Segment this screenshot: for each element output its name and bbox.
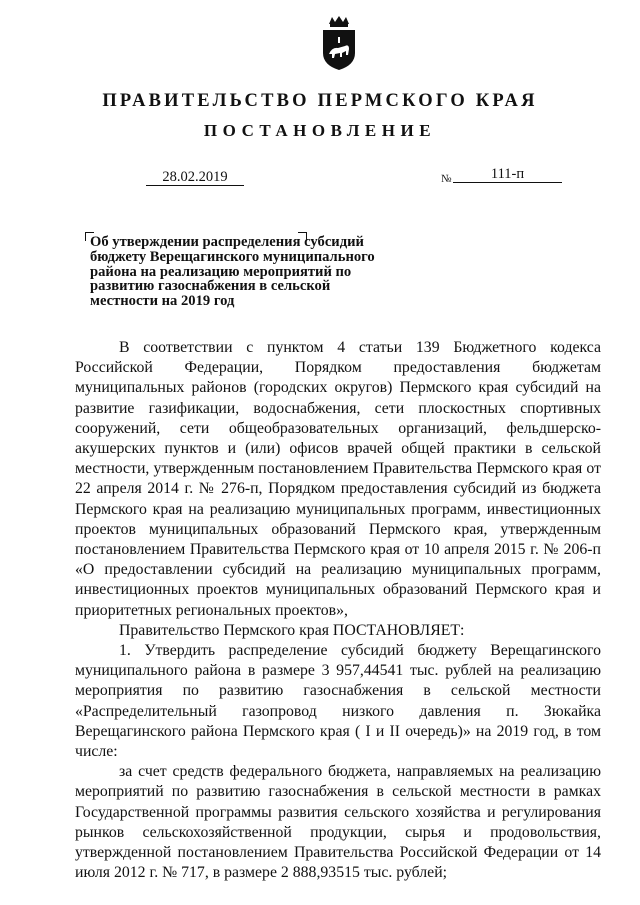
number-sign: № <box>441 173 452 185</box>
federal-funding-paragraph: за счет средств федерального бюджета, направляемых на реализацию мероприятий по развитию газоснабжения в сельской местности в рамках Государственной программы развития сельского хозяйства и регулирования рынков сельскохозяйственной продукции, сырья и продовольствия, утвержденной постановлением Правительства Российской Федерации от 14 июля 2012 г. № 717, в размере 2 888,93515 тыс. рублей; <box>75 763 601 882</box>
document-body <box>75 338 601 883</box>
item-1-paragraph: 1. Утвердить распределение субсидий бюджету Верещагинского муниципального района в размере 3 957,44541 тыс. рублей на реализацию мероприятия по развитию газоснабжения в сельской местности «Распределительный газопровод низкого давления п. Зюкайка Верещагинского района Пермского края ( I и II очередь)» на 2019 год, в том числе: <box>75 642 601 761</box>
document-type: ПОСТАНОВЛЕНИЕ <box>203 121 437 140</box>
document-date: 28.02.2019 <box>146 169 244 186</box>
document-number: 111-п <box>453 166 562 183</box>
preamble-paragraph: В соответствии с пунктом 4 статьи 139 Бюджетного кодекса Российской Федерации, Порядком предоставления бюджетам муниципальных районов (городских округов) Пермского края субсидий на развитие газификации, водоснабжения, сети плоскостных спортивных сооружений, сети общеобразовательных организаций, фельдшерско-акушерских пунктов и (или) офисов врачей общей практики в сельской местности, утвержденным постановлением Правительства Пермского края от 22 апреля 2014 г. № 276-п, Порядком предоставления субсидий из бюджета Пермского края на реализацию муниципальных программ, инвестиционных проектов муниципальных образований Пермского края, утвержденным постановлением Правительства Пермского края от 10 апреля 2015 г. № 206-п «О предоставлении субсидий на реализацию муниципальных программ, инвестиционных проектов муниципальных образований Пермского края и приоритетных региональных проектов», <box>75 339 601 619</box>
coat-of-arms-icon <box>318 15 360 71</box>
resolution-paragraph: Правительство Пермского края ПОСТАНОВЛЯЕТ: <box>119 621 465 639</box>
document-subject: Об утверждении распределения субсидий бюджету Верещагинского муниципального района на реализацию мероприятий по развитию газоснабжения в сельской местности на 2019 год <box>90 234 375 310</box>
government-title: ПРАВИТЕЛЬСТВО ПЕРМСКОГО КРАЯ <box>102 91 538 111</box>
